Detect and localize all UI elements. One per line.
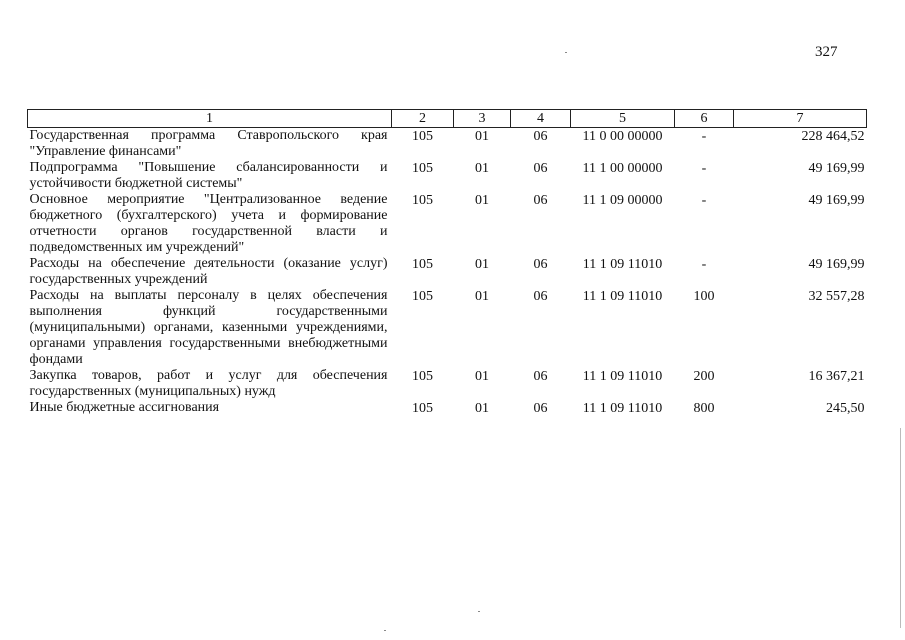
item-name: Закупка товаров, работ и услуг для обеспечения государственных (муниципальных) нужд (29, 368, 388, 399)
item-name: Расходы на обеспечение деятельности (оказание услуг) государственных учреждений (29, 256, 388, 287)
column-header: 4 (511, 110, 571, 128)
table-row (28, 160, 867, 192)
table-row (28, 256, 867, 288)
page-number: 327 (815, 44, 838, 60)
column-header: 2 (392, 110, 454, 128)
cell-amount: 49 169,99 (808, 161, 865, 176)
table-row (28, 192, 867, 256)
column-header: 6 (675, 110, 734, 128)
cell-section: 01 (475, 289, 489, 304)
cell-amount: 49 169,99 (808, 193, 865, 208)
cell-target: 11 1 09 11010 (582, 369, 663, 384)
cell-target: 11 0 00 00000 (582, 129, 663, 144)
cell-section: 01 (475, 369, 489, 384)
cell-target: 11 1 00 00000 (582, 161, 663, 176)
cell-code: 105 (412, 401, 433, 416)
cell-expense-type: - (701, 193, 707, 208)
cell-expense-type: 200 (693, 369, 715, 384)
cell-section: 01 (475, 161, 489, 176)
item-name: Подпрограмма "Повышение сбалансированности и устойчивости бюджетной системы" (29, 160, 388, 191)
item-name: Расходы на выплаты персоналу в целях обеспечения выполнения функций государственными (муниципальными) органами, казенными учреждениями, органами управления государственными внебюджетными фондами (29, 288, 388, 367)
scan-speck (565, 52, 567, 53)
cell-code: 105 (412, 289, 433, 304)
budget-table (27, 109, 867, 417)
cell-section: 01 (475, 401, 489, 416)
cell-amount: 228 464,52 (801, 129, 865, 144)
scan-edge-line (900, 428, 901, 628)
cell-expense-type: - (701, 161, 707, 176)
cell-amount: 32 557,28 (808, 289, 865, 304)
cell-subsection: 06 (533, 401, 548, 416)
cell-target: 11 1 09 11010 (582, 401, 663, 416)
cell-expense-type: - (701, 257, 707, 272)
column-header: 1 (28, 110, 392, 128)
cell-section: 01 (475, 257, 489, 272)
cell-expense-type: 800 (693, 401, 715, 416)
table-row (28, 128, 867, 161)
cell-code: 105 (412, 129, 433, 144)
column-header: 3 (454, 110, 511, 128)
table-row (28, 400, 867, 417)
cell-code: 105 (412, 369, 433, 384)
cell-amount: 16 367,21 (808, 369, 865, 384)
cell-target: 11 1 09 00000 (582, 193, 663, 208)
cell-target: 11 1 09 11010 (582, 257, 663, 272)
cell-code: 105 (412, 257, 433, 272)
table-row (28, 368, 867, 400)
cell-code: 105 (412, 193, 433, 208)
column-header: 7 (734, 110, 867, 128)
table-row (28, 288, 867, 368)
cell-subsection: 06 (533, 289, 548, 304)
cell-subsection: 06 (533, 257, 548, 272)
item-name: Основное мероприятие "Централизованное ведение бюджетного (бухгалтерского) учета и формирование отчетности органов государственной власти и подведомственных им учреждений" (29, 192, 388, 255)
column-header: 5 (571, 110, 675, 128)
cell-expense-type: - (701, 129, 707, 144)
cell-subsection: 06 (533, 129, 548, 144)
cell-code: 105 (412, 161, 433, 176)
cell-target: 11 1 09 11010 (582, 289, 663, 304)
cell-section: 01 (475, 129, 489, 144)
cell-subsection: 06 (533, 369, 548, 384)
cell-amount: 245,50 (826, 401, 865, 416)
item-name: Иные бюджетные ассигнования (29, 400, 220, 415)
item-name: Государственная программа Ставропольского края "Управление финансами" (29, 128, 388, 159)
cell-section: 01 (475, 193, 489, 208)
scan-speck (384, 630, 386, 631)
cell-subsection: 06 (533, 161, 548, 176)
cell-expense-type: 100 (693, 289, 715, 304)
scan-speck (478, 611, 480, 612)
cell-subsection: 06 (533, 193, 548, 208)
table-header-row (28, 110, 867, 128)
cell-amount: 49 169,99 (808, 257, 865, 272)
